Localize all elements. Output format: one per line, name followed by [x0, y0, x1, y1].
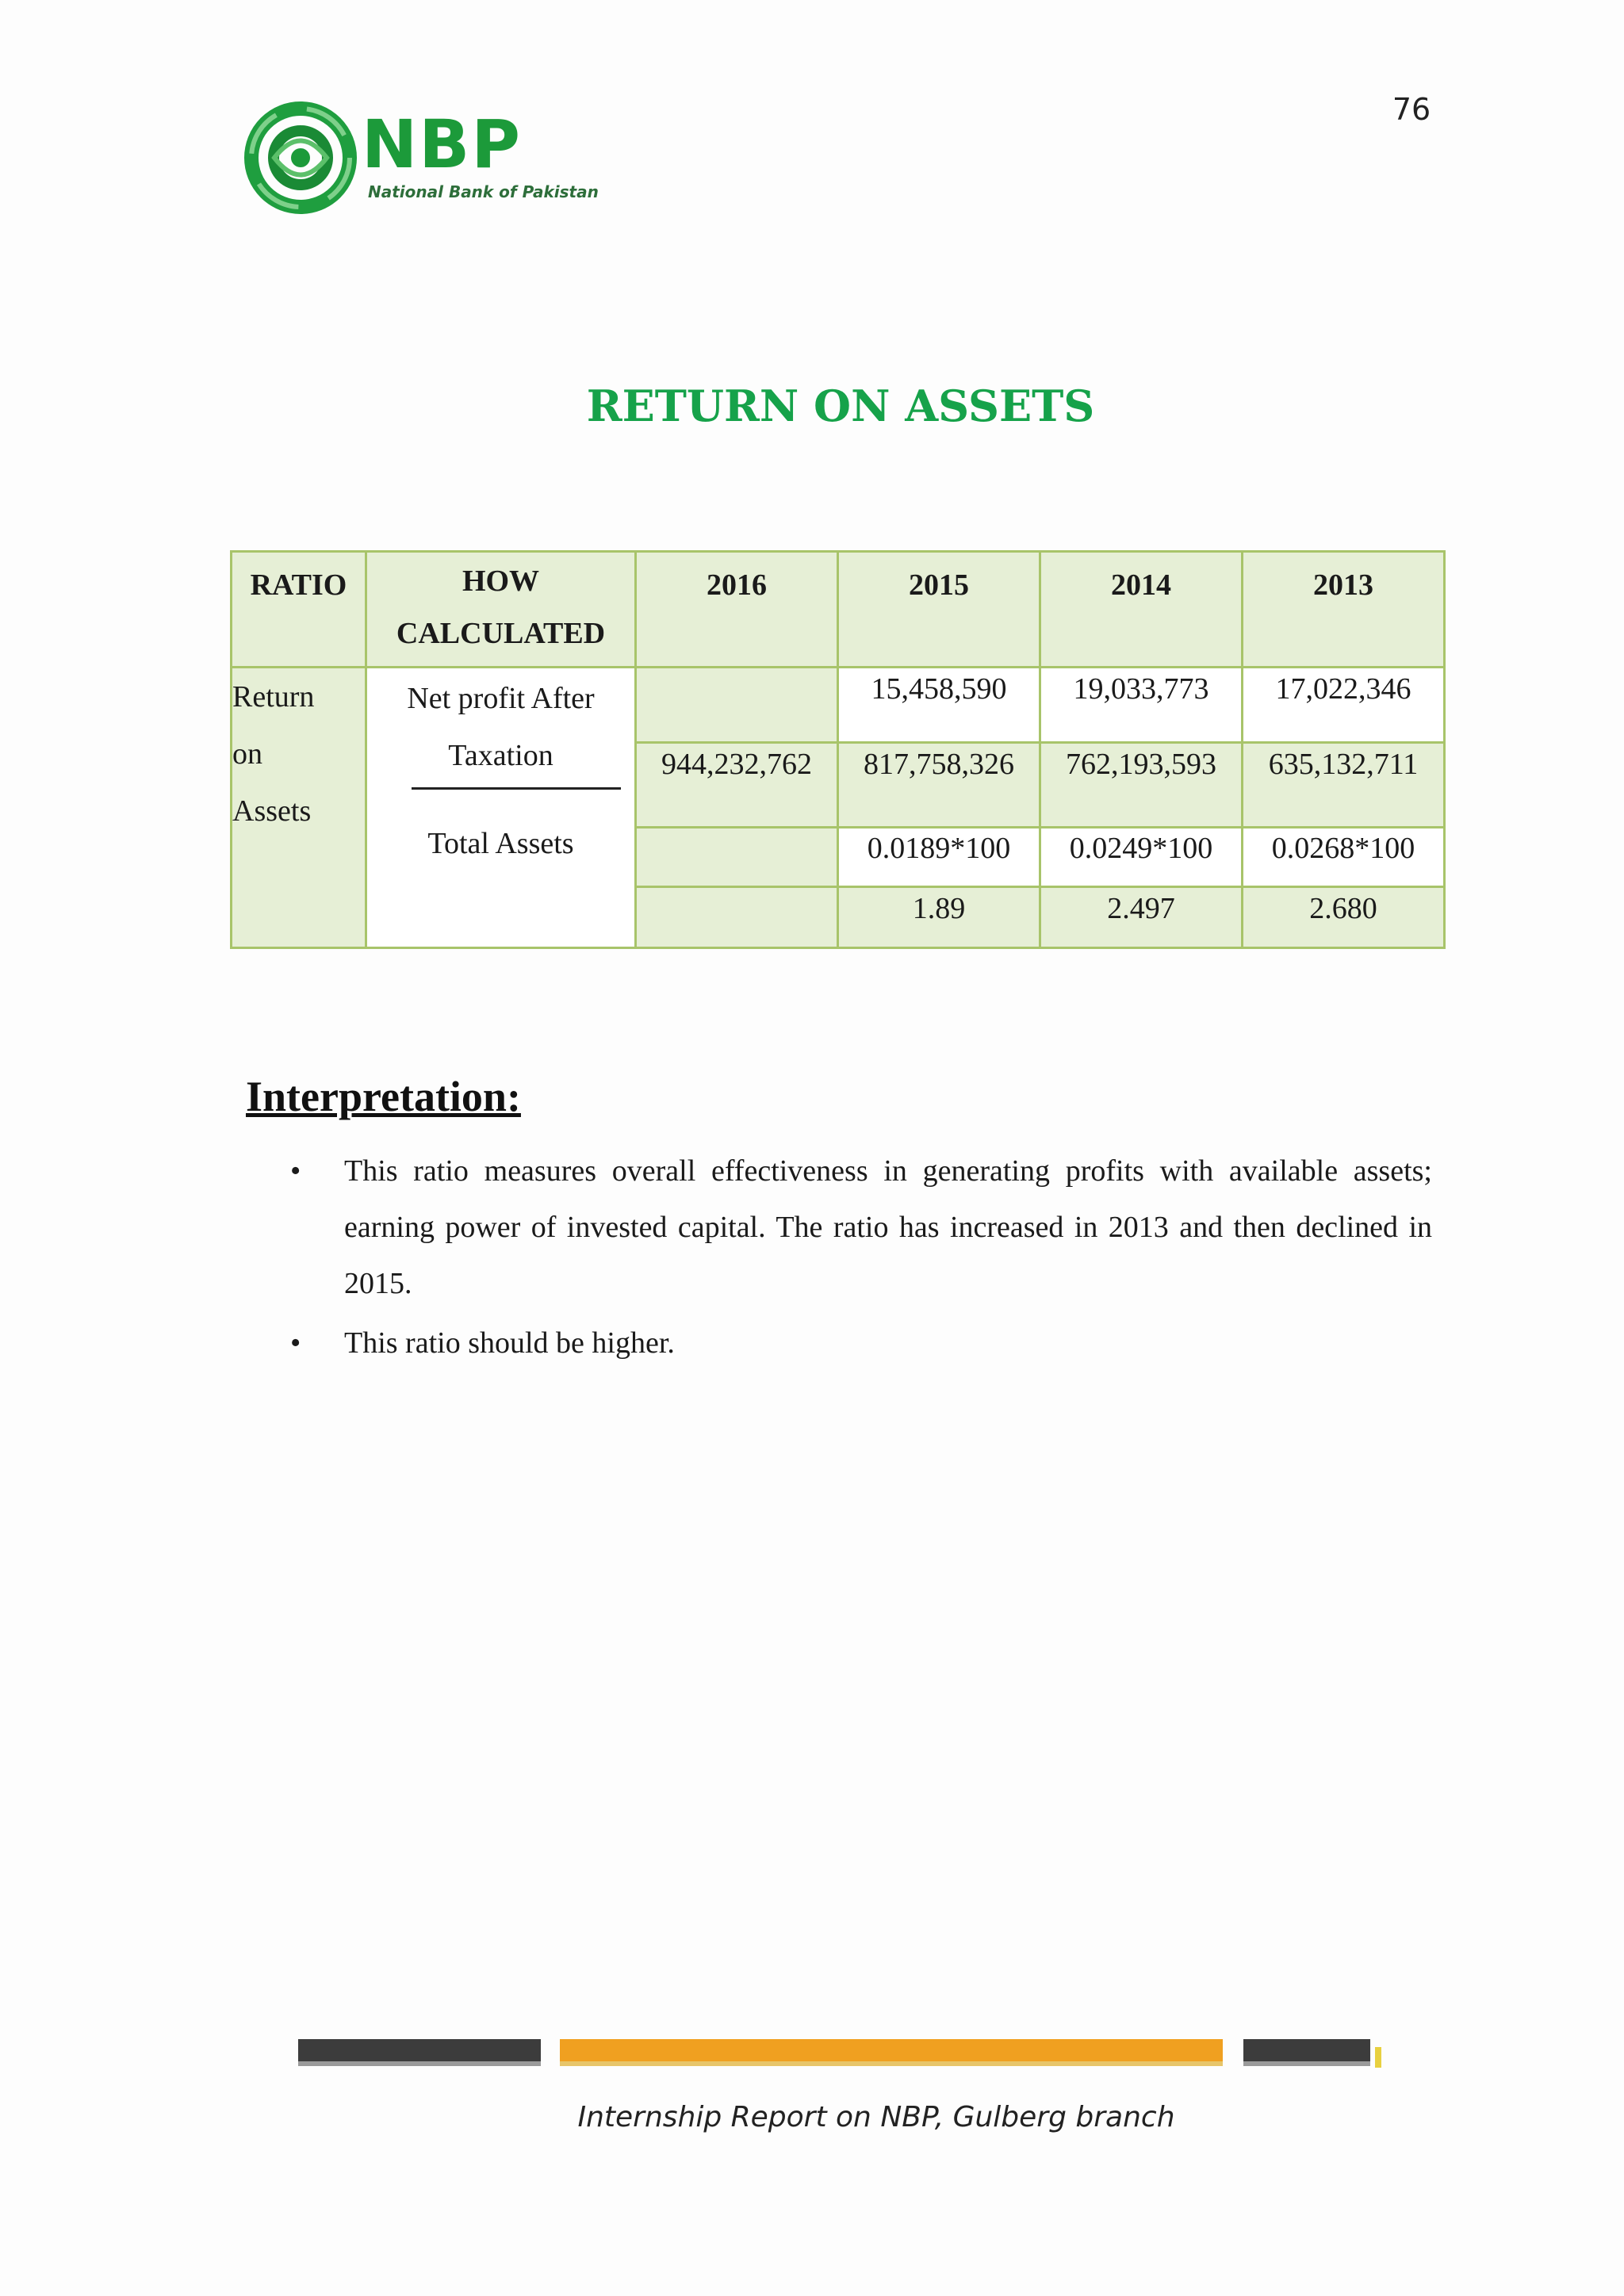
ratio-label-line: Return	[232, 680, 315, 714]
footer-bar	[560, 2039, 1223, 2061]
list-item-text: This ratio measures overall effectiveness in generating profits with available assets; earning power of invested capital. The ratio has increased in 2013 and then declined in 2015.	[344, 1154, 1432, 1300]
table-cell: 0.0189*100	[838, 828, 1040, 887]
bullet-icon: •	[290, 1326, 301, 1360]
table-cell: 2.497	[1040, 887, 1243, 948]
list-item	[290, 1315, 1432, 1372]
table-cell: 944,232,762	[636, 743, 838, 828]
nbp-logo	[243, 100, 607, 219]
list-item	[290, 1143, 1432, 1312]
table-header-row	[232, 552, 1445, 668]
bullet-icon: •	[290, 1154, 301, 1188]
footer-bar	[1375, 2047, 1381, 2068]
table-cell	[636, 828, 838, 887]
ratio-label-line: on	[232, 737, 262, 771]
header-how-calculated: HOW CALCULATED	[366, 552, 636, 668]
footer-bar	[1243, 2039, 1370, 2061]
formula-cell	[366, 668, 636, 948]
page-number: 76	[1392, 92, 1431, 127]
page-title: RETURN ON ASSETS	[586, 381, 1095, 431]
nbp-emblem-icon	[243, 100, 358, 216]
interpretation-heading: Interpretation:	[246, 1073, 521, 1120]
table-cell: 635,132,711	[1243, 743, 1445, 828]
footer-bar	[298, 2039, 541, 2061]
table-cell: 817,758,326	[838, 743, 1040, 828]
header-year: 2014	[1040, 552, 1243, 668]
table-cell: 762,193,593	[1040, 743, 1243, 828]
table-cell: 0.0268*100	[1243, 828, 1445, 887]
ratio-label-line: Assets	[232, 794, 312, 828]
table-cell: 15,458,590	[838, 668, 1040, 743]
header-year: 2015	[838, 552, 1040, 668]
table-cell: 19,033,773	[1040, 668, 1243, 743]
logo-wordmark: NBP	[362, 105, 522, 183]
fraction-bar	[412, 787, 621, 790]
table-cell: 17,022,346	[1243, 668, 1445, 743]
interpretation-list	[290, 1143, 1432, 1375]
logo-subtitle: National Bank of Pakistan	[368, 182, 599, 201]
table-cell	[636, 887, 838, 948]
header-ratio: RATIO	[232, 552, 366, 668]
footer-text: Internship Report on NBP, Gulberg branch	[577, 2101, 1175, 2133]
return-on-assets-table	[230, 550, 1446, 949]
formula-denominator: Total Assets	[427, 827, 574, 860]
table-cell: 2.680	[1243, 887, 1445, 948]
formula-numerator: Net profit After Taxation	[407, 682, 595, 772]
table-cell: 0.0249*100	[1040, 828, 1243, 887]
table-cell: 1.89	[838, 887, 1040, 948]
header-year: 2016	[636, 552, 838, 668]
table-cell	[636, 668, 838, 743]
list-item-text: This ratio should be higher.	[344, 1326, 675, 1360]
ratio-name-cell	[232, 668, 366, 948]
table-row-net-profit	[232, 668, 1445, 743]
header-year: 2013	[1243, 552, 1445, 668]
footer-decoration	[298, 2039, 1392, 2068]
